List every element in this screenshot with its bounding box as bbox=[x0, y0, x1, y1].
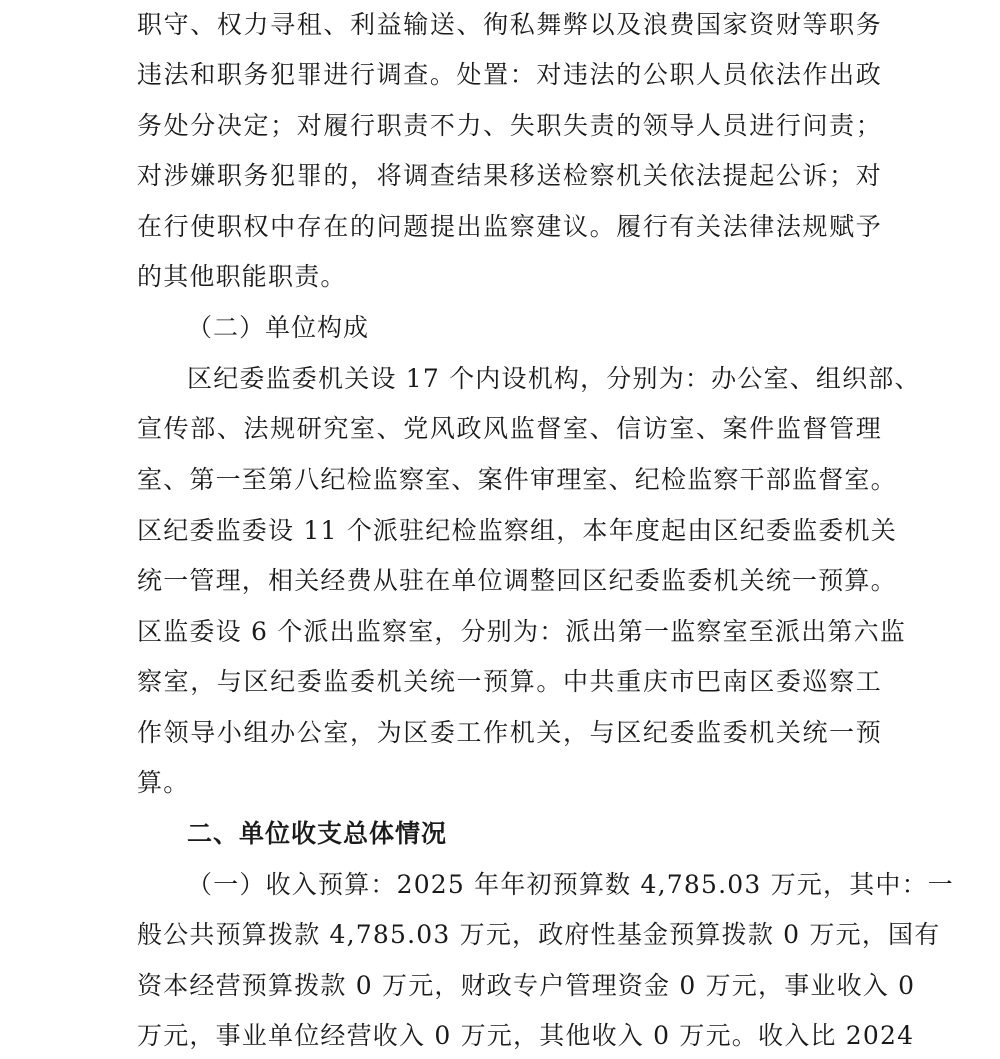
paragraph-line: 室、第一至第八纪检监察室、案件审理室、纪检监察干部监督室。 bbox=[137, 465, 897, 494]
paragraph-line: 区监委设 6 个派出监察室，分别为：派出第一监察室至派出第六监 bbox=[137, 617, 907, 646]
paragraph-line: 察室，与区纪委监委机关统一预算。中共重庆市巴南区委巡察工 bbox=[137, 667, 882, 696]
paragraph-line: 违法和职务犯罪进行调查。处置：对违法的公职人员依法作出政 bbox=[137, 60, 882, 89]
paragraph-line: 区纪委监委设 11 个派驻纪检监察组，本年度起由区纪委监委机关 bbox=[137, 516, 897, 545]
paragraph-line: 对涉嫌职务犯罪的，将调查结果移送检察机关依法提起公诉；对 bbox=[137, 161, 882, 190]
paragraph-line: 算。 bbox=[137, 768, 190, 797]
section-subheading: （二）单位构成 bbox=[187, 313, 370, 342]
paragraph-line: 般公共预算拨款 4,785.03 万元，政府性基金预算拨款 0 万元，国有 bbox=[137, 920, 941, 949]
paragraph-line: 统一管理，相关经费从驻在单位调整回区纪委监委机关统一预算。 bbox=[137, 566, 897, 595]
paragraph-line: （一）收入预算：2025 年年初预算数 4,785.03 万元，其中：一 bbox=[187, 870, 954, 899]
section-heading: 二、单位收支总体情况 bbox=[187, 819, 448, 848]
paragraph-line: 职守、权力寻租、利益输送、徇私舞弊以及浪费国家资财等职务 bbox=[137, 10, 882, 39]
paragraph-line: 的其他职能职责。 bbox=[137, 262, 347, 291]
paragraph-line: 在行使职权中存在的问题提出监察建议。履行有关法律法规赋予 bbox=[137, 212, 882, 241]
paragraph-line: 万元，事业单位经营收入 0 万元，其他收入 0 万元。收入比 2024 bbox=[137, 1021, 915, 1050]
paragraph-line: 作领导小组办公室，为区委工作机关，与区纪委监委机关统一预 bbox=[137, 718, 882, 747]
paragraph-line: 务处分决定；对履行职责不力、失职失责的领导人员进行问责； bbox=[137, 111, 882, 140]
paragraph-line: 资本经营预算拨款 0 万元，财政专户管理资金 0 万元，事业收入 0 bbox=[137, 971, 916, 1000]
paragraph-line: 区纪委监委机关设 17 个内设机构，分别为：办公室、组织部、 bbox=[187, 364, 921, 393]
paragraph-line: 宣传部、法规研究室、党风政风监督室、信访室、案件监督管理 bbox=[137, 414, 882, 443]
